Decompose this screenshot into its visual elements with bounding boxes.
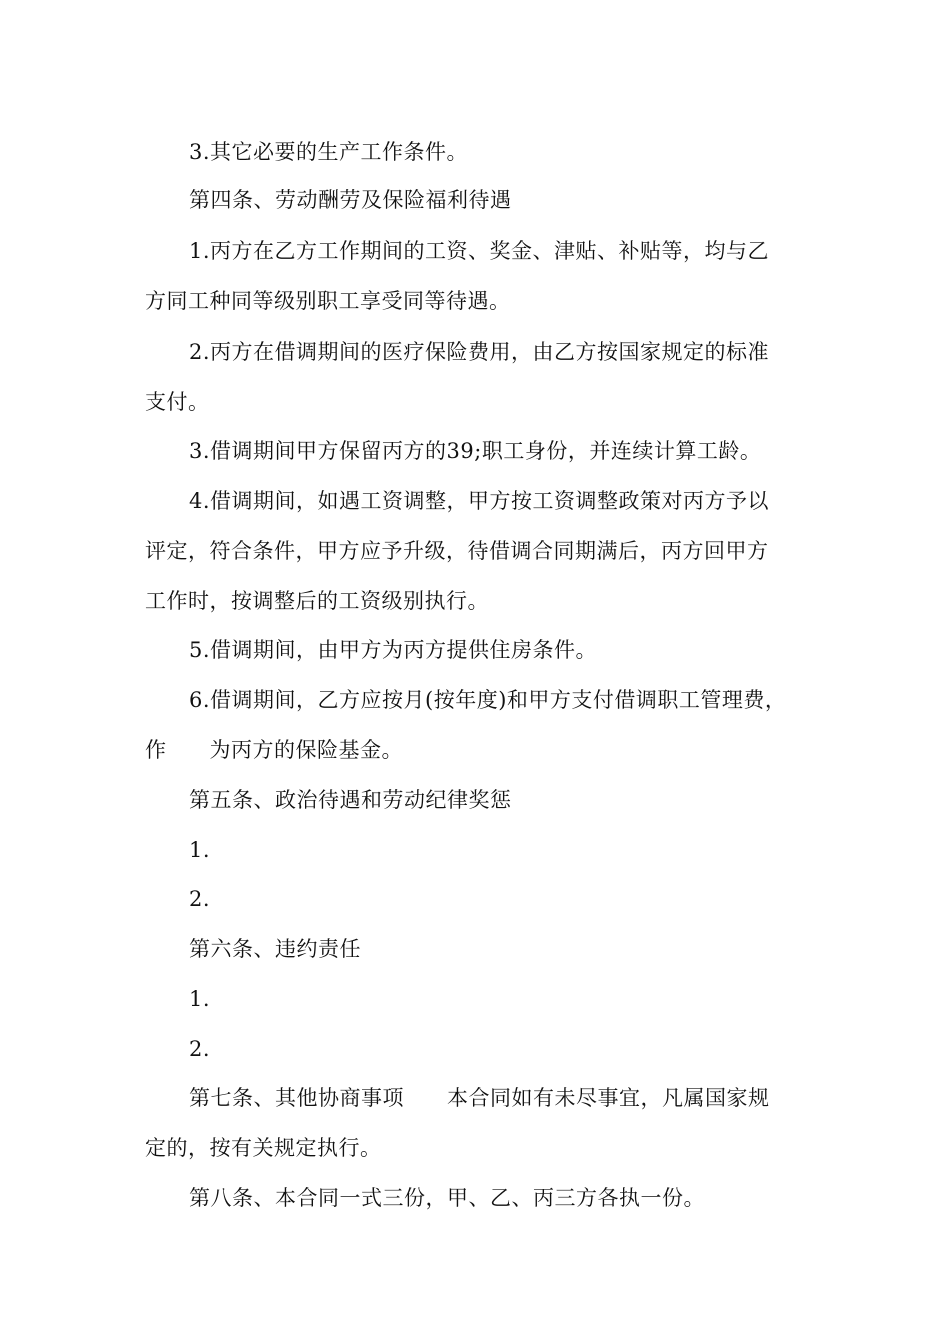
list-item: 2. bbox=[189, 887, 211, 911]
list-item: 1. bbox=[189, 987, 211, 1011]
paragraph-line: 4.借调期间，如遇工资调整，甲方按工资调整政策对丙方予以 bbox=[189, 489, 770, 513]
paragraph-line: 支付。 bbox=[145, 390, 210, 414]
section-heading: 第八条、本合同一式三份，甲、乙、丙三方各执一份。 bbox=[189, 1186, 705, 1210]
section-heading: 第五条、政治待遇和劳动纪律奖惩 bbox=[189, 788, 512, 812]
list-item: 1. bbox=[189, 838, 211, 862]
paragraph-line: 工作时，按调整后的工资级别执行。 bbox=[145, 589, 489, 613]
paragraph-line: 1.丙方在乙方工作期间的工资、奖金、津贴、补贴等，均与乙 bbox=[189, 239, 770, 263]
section-heading: 第六条、违约责任 bbox=[189, 937, 361, 961]
section-heading: 第七条、其他协商事项 本合同如有未尽事宜，凡属国家规 bbox=[189, 1086, 770, 1110]
section-heading: 第四条、劳动酬劳及保险福利待遇 bbox=[189, 188, 512, 212]
paragraph-line: 评定，符合条件，甲方应予升级，待借调合同期满后，丙方回甲方 bbox=[145, 539, 769, 563]
paragraph-line: 作 为丙方的保险基金。 bbox=[145, 738, 403, 762]
paragraph-line: 6.借调期间，乙方应按月(按年度)和甲方支付借调职工管理费， bbox=[189, 688, 787, 712]
paragraph-line: 3.借调期间甲方保留丙方的39;职工身份，并连续计算工龄。 bbox=[189, 439, 762, 463]
paragraph-line: 2.丙方在借调期间的医疗保险费用，由乙方按国家规定的标准 bbox=[189, 340, 770, 364]
list-item: 2. bbox=[189, 1037, 211, 1061]
paragraph-line: 3.其它必要的生产工作条件。 bbox=[189, 140, 469, 164]
paragraph-line: 定的，按有关规定执行。 bbox=[145, 1136, 382, 1160]
paragraph-line: 5.借调期间，由甲方为丙方提供住房条件。 bbox=[189, 638, 598, 662]
paragraph-line: 方同工种同等级别职工享受同等待遇。 bbox=[145, 289, 511, 313]
